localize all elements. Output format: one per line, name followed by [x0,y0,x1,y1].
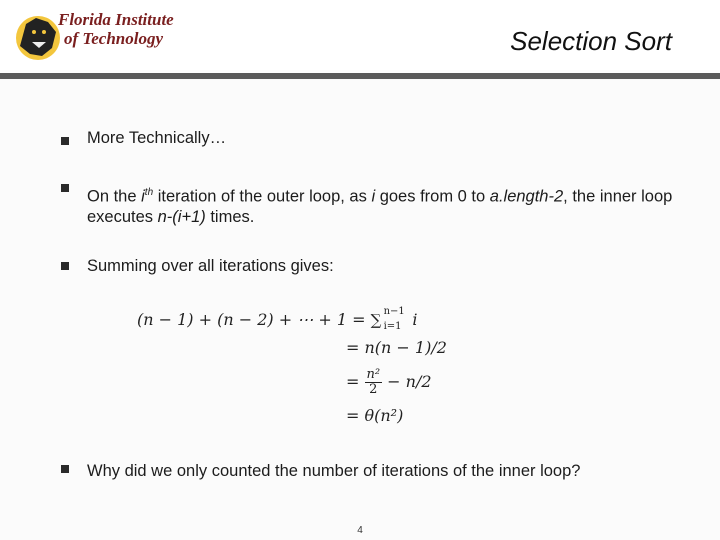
page-number: 4 [357,525,363,536]
bullet-marker [61,137,69,145]
logo-line1: Florida Institute [58,10,174,29]
bullet-2-part: iteration of the outer loop, as [153,187,372,206]
bullet-2-part: , the inner loop executes [87,187,673,226]
bullet-2-i2: i [371,187,376,206]
bullet-2-part: times. [205,207,255,226]
bullet-1-text: More Technically… [87,129,227,147]
math-line-4 [346,406,403,425]
bullet-2-i: i [141,187,145,206]
math-frac-den: 2 [369,382,378,397]
math-line-3 [346,368,432,397]
math-lhs: (n − 1) + (n − 2) + ⋯ + 1 = [137,310,371,329]
bullet-2-sup: th [144,187,154,198]
bullet-2-part: On the [87,187,142,206]
bullet-2-part: goes from 0 to [375,187,490,206]
bullet-marker [61,465,69,473]
bullet-4-text: Why did we only counted the number of iterations of the inner loop? [87,462,581,480]
math-line-2 [346,338,447,357]
slide-title: Selection Sort [510,26,672,56]
bullet-2-length: a.length-2 [489,187,564,206]
bullet-marker [61,184,69,192]
math-line-4-text: = θ(n²) [346,406,404,425]
bullet-2-expr: n-(i+1) [157,207,206,226]
math-line-2-text: = n(n − 1)/2 [346,338,447,357]
math-sum-upper: n−1 [383,306,405,317]
math-fraction [365,368,383,397]
math-frac-num: n² [366,367,381,382]
math-line-3-rest: − n/2 [382,372,432,391]
bullet-3-text: Summing over all iterations gives: [87,257,334,275]
bullet-2-text [87,183,697,227]
math-line-3-eq: = [346,372,365,391]
bullet-marker [61,262,69,270]
math-sum-var: i [407,310,418,329]
logo-line2: of Technology [64,29,164,48]
math-sum-lower: i=1 [383,321,402,332]
math-sum-sign: ∑ [370,311,382,329]
math-line-1 [137,306,418,332]
